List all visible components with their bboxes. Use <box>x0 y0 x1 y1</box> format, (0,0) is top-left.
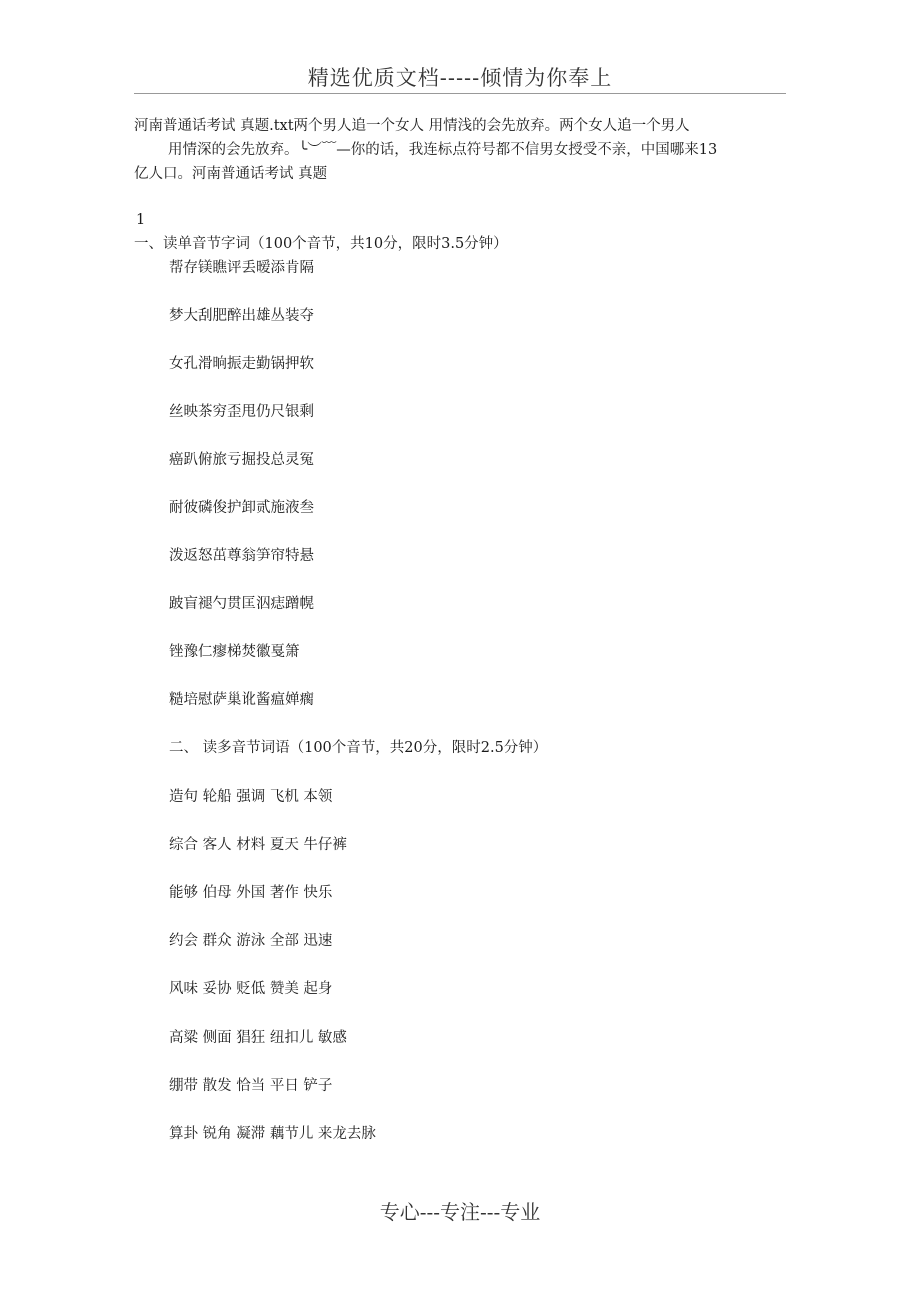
intro-line-3: 亿人口。河南普通话考试 真题 <box>134 166 328 182</box>
section1-row: 耐彼磷俊护卸贰施液叁 <box>169 500 314 516</box>
section1-row: 丝映茶穷歪甩仍尺银剩 <box>169 404 314 420</box>
section1-row: 跛盲褪勺贯匡泅痣蹭幌 <box>169 596 314 612</box>
section1-row: 梦大刮肥醉出雄丛装夺 <box>169 308 314 324</box>
section1-row: 糙培慰萨巢讹酱瘟婵瘸 <box>169 692 314 708</box>
intro-paragraph <box>134 114 786 186</box>
section2-row: 造句 轮船 强调 飞机 本领 <box>169 789 333 805</box>
section2-row: 绷带 散发 恰当 平日 铲子 <box>169 1078 333 1094</box>
section1-heading: 一、读单音节字词（100个音节，共10分，限时3.5分钟） <box>134 236 508 252</box>
intro-line-1: 河南普通话考试 真题.txt两个男人追一个女人 用情浅的会先放弃。两个女人追一个男人 <box>134 118 690 134</box>
header-divider <box>134 93 786 94</box>
section2-heading: 二、 读多音节词语（100个音节，共20分，限时2.5分钟） <box>169 740 548 756</box>
section2-row: 约会 群众 游泳 全部 迅速 <box>169 933 333 949</box>
page-number: 1 <box>136 212 146 228</box>
section2-row: 算卦 锐角 凝滞 藕节儿 来龙去脉 <box>169 1126 376 1142</box>
page-footer: 专心---专注---专业 <box>379 1200 541 1224</box>
section1-row: 帮存镁瞧评丢暧添肯隔 <box>169 260 314 276</box>
section2-row: 风味 妥协 贬低 赞美 起身 <box>169 981 333 997</box>
intro-line-2: 用情深的会先放弃。╰︶﹋—你的话，我连标点符号都不信男女授受不亲，中国哪来13 <box>168 142 718 158</box>
section2-row: 高粱 侧面 猖狂 纽扣儿 敏感 <box>169 1030 347 1046</box>
section2-row: 能够 伯母 外国 著作 快乐 <box>169 885 333 901</box>
section1-row: 泼返怒茁尊翁笋帘特悬 <box>169 548 314 564</box>
section1-row: 锉豫仁瘳梯焚徽戛箫 <box>169 644 300 660</box>
page-header-title: 精选优质文档-----倾情为你奉上 <box>307 66 613 90</box>
section1-row: 癌趴俯旅亏掘投总灵冤 <box>169 452 314 468</box>
section1-row: 女孔滑晌振走勤锅押软 <box>169 356 314 372</box>
section2-row: 综合 客人 材料 夏天 牛仔裤 <box>169 837 347 853</box>
